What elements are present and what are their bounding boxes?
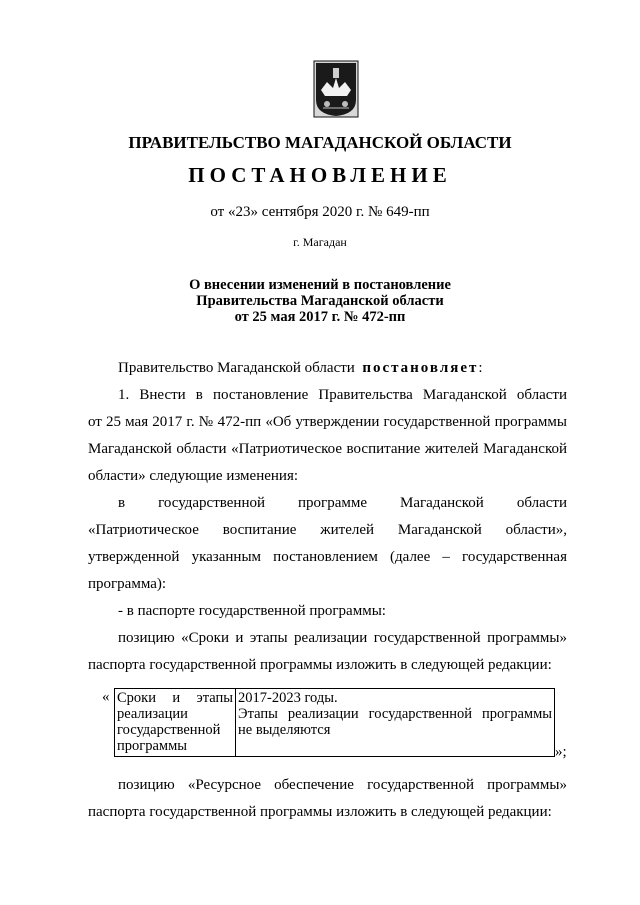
paragraph-line: в государственной программе Магаданской области [118, 495, 567, 511]
label-line: государственной [117, 722, 221, 738]
paragraph-line: области» следующие изменения: [88, 468, 299, 484]
paragraph-line: 1. Внести в постановление Правительства Магаданской области [118, 387, 567, 403]
title-line: Правительства Магаданской области [196, 293, 444, 309]
table-cell-value [236, 689, 555, 757]
organization-name: ПРАВИТЕЛЬСТВО МАГАДАНСКОЙ ОБЛАСТИ [128, 133, 512, 152]
paragraph-line: Магаданской области «Патриотическое воспитание жителей Магаданской [88, 441, 567, 457]
quote-open: « [102, 689, 110, 705]
resolves-text: Правительство Магаданской области [118, 360, 355, 376]
document-city: г. Магадан [293, 235, 347, 249]
value-line: Этапы реализации государственной программы [238, 706, 552, 722]
resolves-keyword: постановляет [362, 360, 479, 376]
paragraph-line: «Патриотическое воспитание жителей Магаданской области», [88, 522, 567, 538]
label-line: реализации [117, 706, 188, 722]
table-row [115, 689, 555, 757]
paragraph-line: позицию «Ресурсное обеспечение государственной программы» [118, 777, 567, 793]
paragraph-line: - в паспорте государственной программы: [118, 603, 386, 619]
passport-table [114, 688, 555, 757]
document-number-date: от «23» сентября 2020 г. № 649-пп [210, 204, 430, 220]
paragraph-line: паспорта государственной программы изложить в следующей редакции: [88, 804, 552, 820]
paragraph-line: от 25 мая 2017 г. № 472-пп «Об утверждении государственной программы [88, 414, 567, 430]
value-line: 2017-2023 годы. [238, 690, 338, 706]
document-body-lower [88, 772, 567, 826]
quote-close: »; [555, 744, 567, 760]
paragraph-line: позицию «Сроки и этапы реализации государственной программы» [118, 630, 567, 646]
title-line: от 25 мая 2017 г. № 472-пп [234, 309, 406, 325]
table-cell-label [115, 689, 236, 757]
document-type: ПОСТАНОВЛЕНИЕ [188, 163, 452, 187]
label-line: программы [117, 738, 187, 754]
document-title [0, 277, 640, 325]
paragraph-line: программа): [88, 576, 167, 592]
document-body-upper [88, 355, 567, 679]
paragraph-line: утвержденной указанным постановлением (далее – государственная [88, 549, 567, 565]
label-line: Сроки и этапы [117, 690, 233, 706]
paragraph-resolves [88, 355, 567, 382]
magadan-coat-of-arms-icon [313, 60, 359, 118]
value-line: не выделяются [238, 722, 331, 738]
title-line: О внесении изменений в постановление [189, 277, 451, 293]
resolves-colon: : [478, 360, 483, 376]
paragraph-line: паспорта государственной программы изложить в следующей редакции: [88, 657, 552, 673]
